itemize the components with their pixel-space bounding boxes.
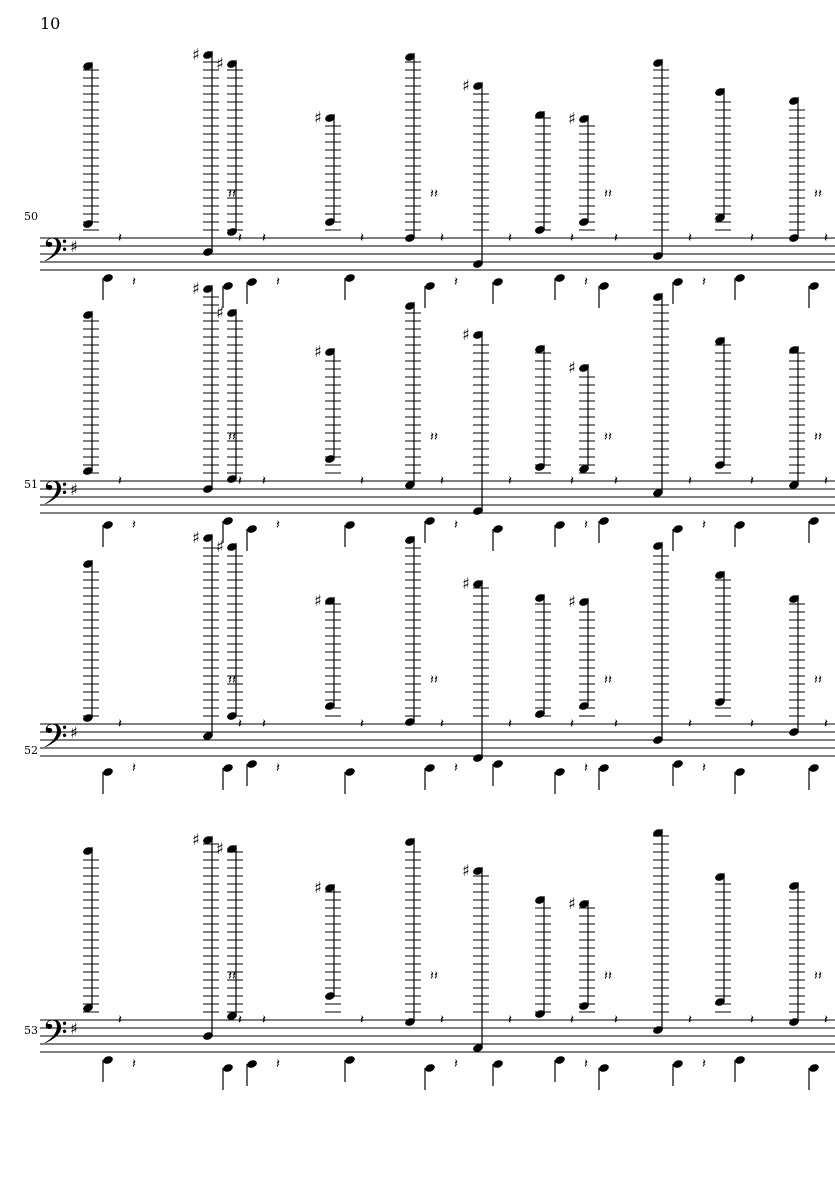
quarter-rest: 𝄽 (276, 1057, 280, 1072)
quarter-rest: 𝄽 (750, 474, 754, 489)
quarter-rest: 𝄽 (360, 1013, 364, 1028)
quarter-rest: 𝄽 (360, 231, 364, 246)
quarter-rest: 𝄽 (688, 474, 692, 489)
note-head (492, 1059, 504, 1069)
note-head (734, 520, 746, 530)
quarter-rest: 𝄽 (750, 1013, 754, 1028)
quarter-rest: 𝄽 (702, 1057, 706, 1072)
note-head (246, 277, 258, 287)
quarter-rest: 𝄽 (276, 275, 280, 290)
sharp-accidental: ♯ (216, 303, 224, 322)
note-head (492, 759, 504, 769)
quarter-rest: 𝄽𝄽 (228, 430, 236, 445)
note-head (222, 763, 234, 773)
note-head (344, 767, 356, 777)
quarter-rest: 𝄽 (508, 1013, 512, 1028)
quarter-rest: 𝄽 (440, 1013, 444, 1028)
note-head (734, 273, 746, 283)
quarter-rest: 𝄽 (262, 1013, 266, 1028)
quarter-rest: 𝄽𝄽 (228, 187, 236, 202)
note-head (808, 763, 820, 773)
quarter-rest: 𝄽 (688, 717, 692, 732)
sharp-accidental: ♯ (568, 358, 576, 377)
quarter-rest: 𝄽 (276, 518, 280, 533)
sharp-accidental: ♯ (314, 108, 322, 127)
quarter-rest: 𝄽 (584, 1057, 588, 1072)
note-head (102, 520, 114, 530)
quarter-rest: 𝄽 (454, 761, 458, 776)
quarter-rest: 𝄽𝄽 (228, 673, 236, 688)
sharp-accidental: ♯ (314, 591, 322, 610)
quarter-rest: 𝄽 (118, 231, 122, 246)
sharp-accidental: ♯ (462, 76, 470, 95)
quarter-rest: 𝄽 (824, 717, 828, 732)
quarter-rest: 𝄽 (238, 231, 242, 246)
quarter-rest: 𝄽 (570, 231, 574, 246)
sharp-accidental: ♯ (192, 45, 200, 64)
quarter-rest: 𝄽 (360, 717, 364, 732)
note-head (222, 1063, 234, 1073)
bass-clef: 𝄢 (42, 475, 68, 521)
quarter-rest: 𝄽 (454, 275, 458, 290)
note-head (246, 759, 258, 769)
sharp-accidental: ♯ (192, 279, 200, 298)
sharp-accidental: ♯ (462, 574, 470, 593)
quarter-rest: 𝄽𝄽 (430, 969, 438, 984)
quarter-rest: 𝄽𝄽 (228, 969, 236, 984)
note-head (598, 281, 610, 291)
quarter-rest: 𝄽 (824, 1013, 828, 1028)
sharp-accidental: ♯ (314, 342, 322, 361)
sharp-accidental: ♯ (568, 894, 576, 913)
quarter-rest: 𝄽 (132, 518, 136, 533)
note-head (222, 516, 234, 526)
quarter-rest: 𝄽𝄽 (814, 673, 822, 688)
quarter-rest: 𝄽𝄽 (430, 430, 438, 445)
quarter-rest: 𝄽 (702, 518, 706, 533)
quarter-rest: 𝄽 (570, 717, 574, 732)
quarter-rest: 𝄽 (360, 474, 364, 489)
quarter-rest: 𝄽 (614, 1013, 618, 1028)
quarter-rest: 𝄽 (614, 717, 618, 732)
note-head (672, 277, 684, 287)
measure-number-53: 53 (24, 1024, 38, 1037)
bass-clef: 𝄢 (42, 718, 68, 764)
quarter-rest: 𝄽 (262, 474, 266, 489)
quarter-rest: 𝄽 (276, 761, 280, 776)
quarter-rest: 𝄽 (584, 761, 588, 776)
sharp-accidental: ♯ (192, 528, 200, 547)
quarter-rest: 𝄽𝄽 (604, 187, 612, 202)
quarter-rest: 𝄽𝄽 (604, 969, 612, 984)
note-head (672, 524, 684, 534)
note-head (246, 524, 258, 534)
quarter-rest: 𝄽 (238, 474, 242, 489)
quarter-rest: 𝄽 (750, 231, 754, 246)
key-signature-sharp: ♯ (70, 237, 78, 256)
sharp-accidental: ♯ (216, 54, 224, 73)
quarter-rest: 𝄽 (688, 1013, 692, 1028)
quarter-rest: 𝄽 (702, 275, 706, 290)
note-head (424, 516, 436, 526)
quarter-rest: 𝄽 (750, 717, 754, 732)
quarter-rest: 𝄽 (570, 1013, 574, 1028)
quarter-rest: 𝄽 (508, 231, 512, 246)
note-head (102, 767, 114, 777)
note-head (222, 281, 234, 291)
quarter-rest: 𝄽𝄽 (430, 187, 438, 202)
note-head (598, 1063, 610, 1073)
quarter-rest: 𝄽 (262, 717, 266, 732)
quarter-rest: 𝄽 (118, 1013, 122, 1028)
quarter-rest: 𝄽 (570, 474, 574, 489)
quarter-rest: 𝄽𝄽 (604, 673, 612, 688)
page-number: 10 (40, 14, 61, 33)
note-head (734, 1055, 746, 1065)
quarter-rest: 𝄽 (132, 761, 136, 776)
note-head (492, 524, 504, 534)
quarter-rest: 𝄽𝄽 (814, 187, 822, 202)
quarter-rest: 𝄽 (688, 231, 692, 246)
note-head (424, 1063, 436, 1073)
note-head (424, 763, 436, 773)
quarter-rest: 𝄽 (614, 231, 618, 246)
note-head (344, 1055, 356, 1065)
quarter-rest: 𝄽 (508, 474, 512, 489)
quarter-rest: 𝄽𝄽 (814, 430, 822, 445)
quarter-rest: 𝄽 (508, 717, 512, 732)
note-head (554, 1055, 566, 1065)
quarter-rest: 𝄽 (702, 761, 706, 776)
key-signature-sharp: ♯ (70, 723, 78, 742)
quarter-rest: 𝄽 (132, 1057, 136, 1072)
note-head (672, 759, 684, 769)
note-head (554, 273, 566, 283)
sharp-accidental: ♯ (216, 537, 224, 556)
sharp-accidental: ♯ (568, 109, 576, 128)
quarter-rest: 𝄽 (440, 231, 444, 246)
sharp-accidental: ♯ (314, 878, 322, 897)
quarter-rest: 𝄽𝄽 (814, 969, 822, 984)
note-head (808, 516, 820, 526)
note-head (554, 767, 566, 777)
key-signature-sharp: ♯ (70, 1019, 78, 1038)
quarter-rest: 𝄽 (132, 275, 136, 290)
sharp-accidental: ♯ (462, 325, 470, 344)
quarter-rest: 𝄽 (118, 474, 122, 489)
quarter-rest: 𝄽 (238, 717, 242, 732)
note-head (344, 273, 356, 283)
note-head (734, 767, 746, 777)
sharp-accidental: ♯ (216, 839, 224, 858)
key-signature-sharp: ♯ (70, 480, 78, 499)
note-head (672, 1059, 684, 1069)
measure-number-50: 50 (24, 210, 38, 223)
quarter-rest: 𝄽 (614, 474, 618, 489)
note-head (492, 277, 504, 287)
quarter-rest: 𝄽 (238, 1013, 242, 1028)
note-head (598, 763, 610, 773)
note-head (808, 281, 820, 291)
quarter-rest: 𝄽 (440, 474, 444, 489)
quarter-rest: 𝄽 (584, 518, 588, 533)
note-head (554, 520, 566, 530)
note-head (598, 516, 610, 526)
sharp-accidental: ♯ (192, 830, 200, 849)
note-head (102, 1055, 114, 1065)
quarter-rest: 𝄽 (824, 474, 828, 489)
quarter-rest: 𝄽 (454, 518, 458, 533)
bass-clef: 𝄢 (42, 1014, 68, 1060)
measure-number-52: 52 (24, 744, 38, 757)
bass-clef: 𝄢 (42, 232, 68, 278)
quarter-rest: 𝄽 (118, 717, 122, 732)
quarter-rest: 𝄽 (454, 1057, 458, 1072)
note-head (424, 281, 436, 291)
note-head (246, 1059, 258, 1069)
note-head (344, 520, 356, 530)
quarter-rest: 𝄽 (262, 231, 266, 246)
quarter-rest: 𝄽𝄽 (430, 673, 438, 688)
sharp-accidental: ♯ (462, 861, 470, 880)
note-head (102, 273, 114, 283)
quarter-rest: 𝄽𝄽 (604, 430, 612, 445)
quarter-rest: 𝄽 (440, 717, 444, 732)
measure-number-51: 51 (24, 478, 38, 491)
quarter-rest: 𝄽 (824, 231, 828, 246)
quarter-rest: 𝄽 (584, 275, 588, 290)
note-head (808, 1063, 820, 1073)
sharp-accidental: ♯ (568, 592, 576, 611)
